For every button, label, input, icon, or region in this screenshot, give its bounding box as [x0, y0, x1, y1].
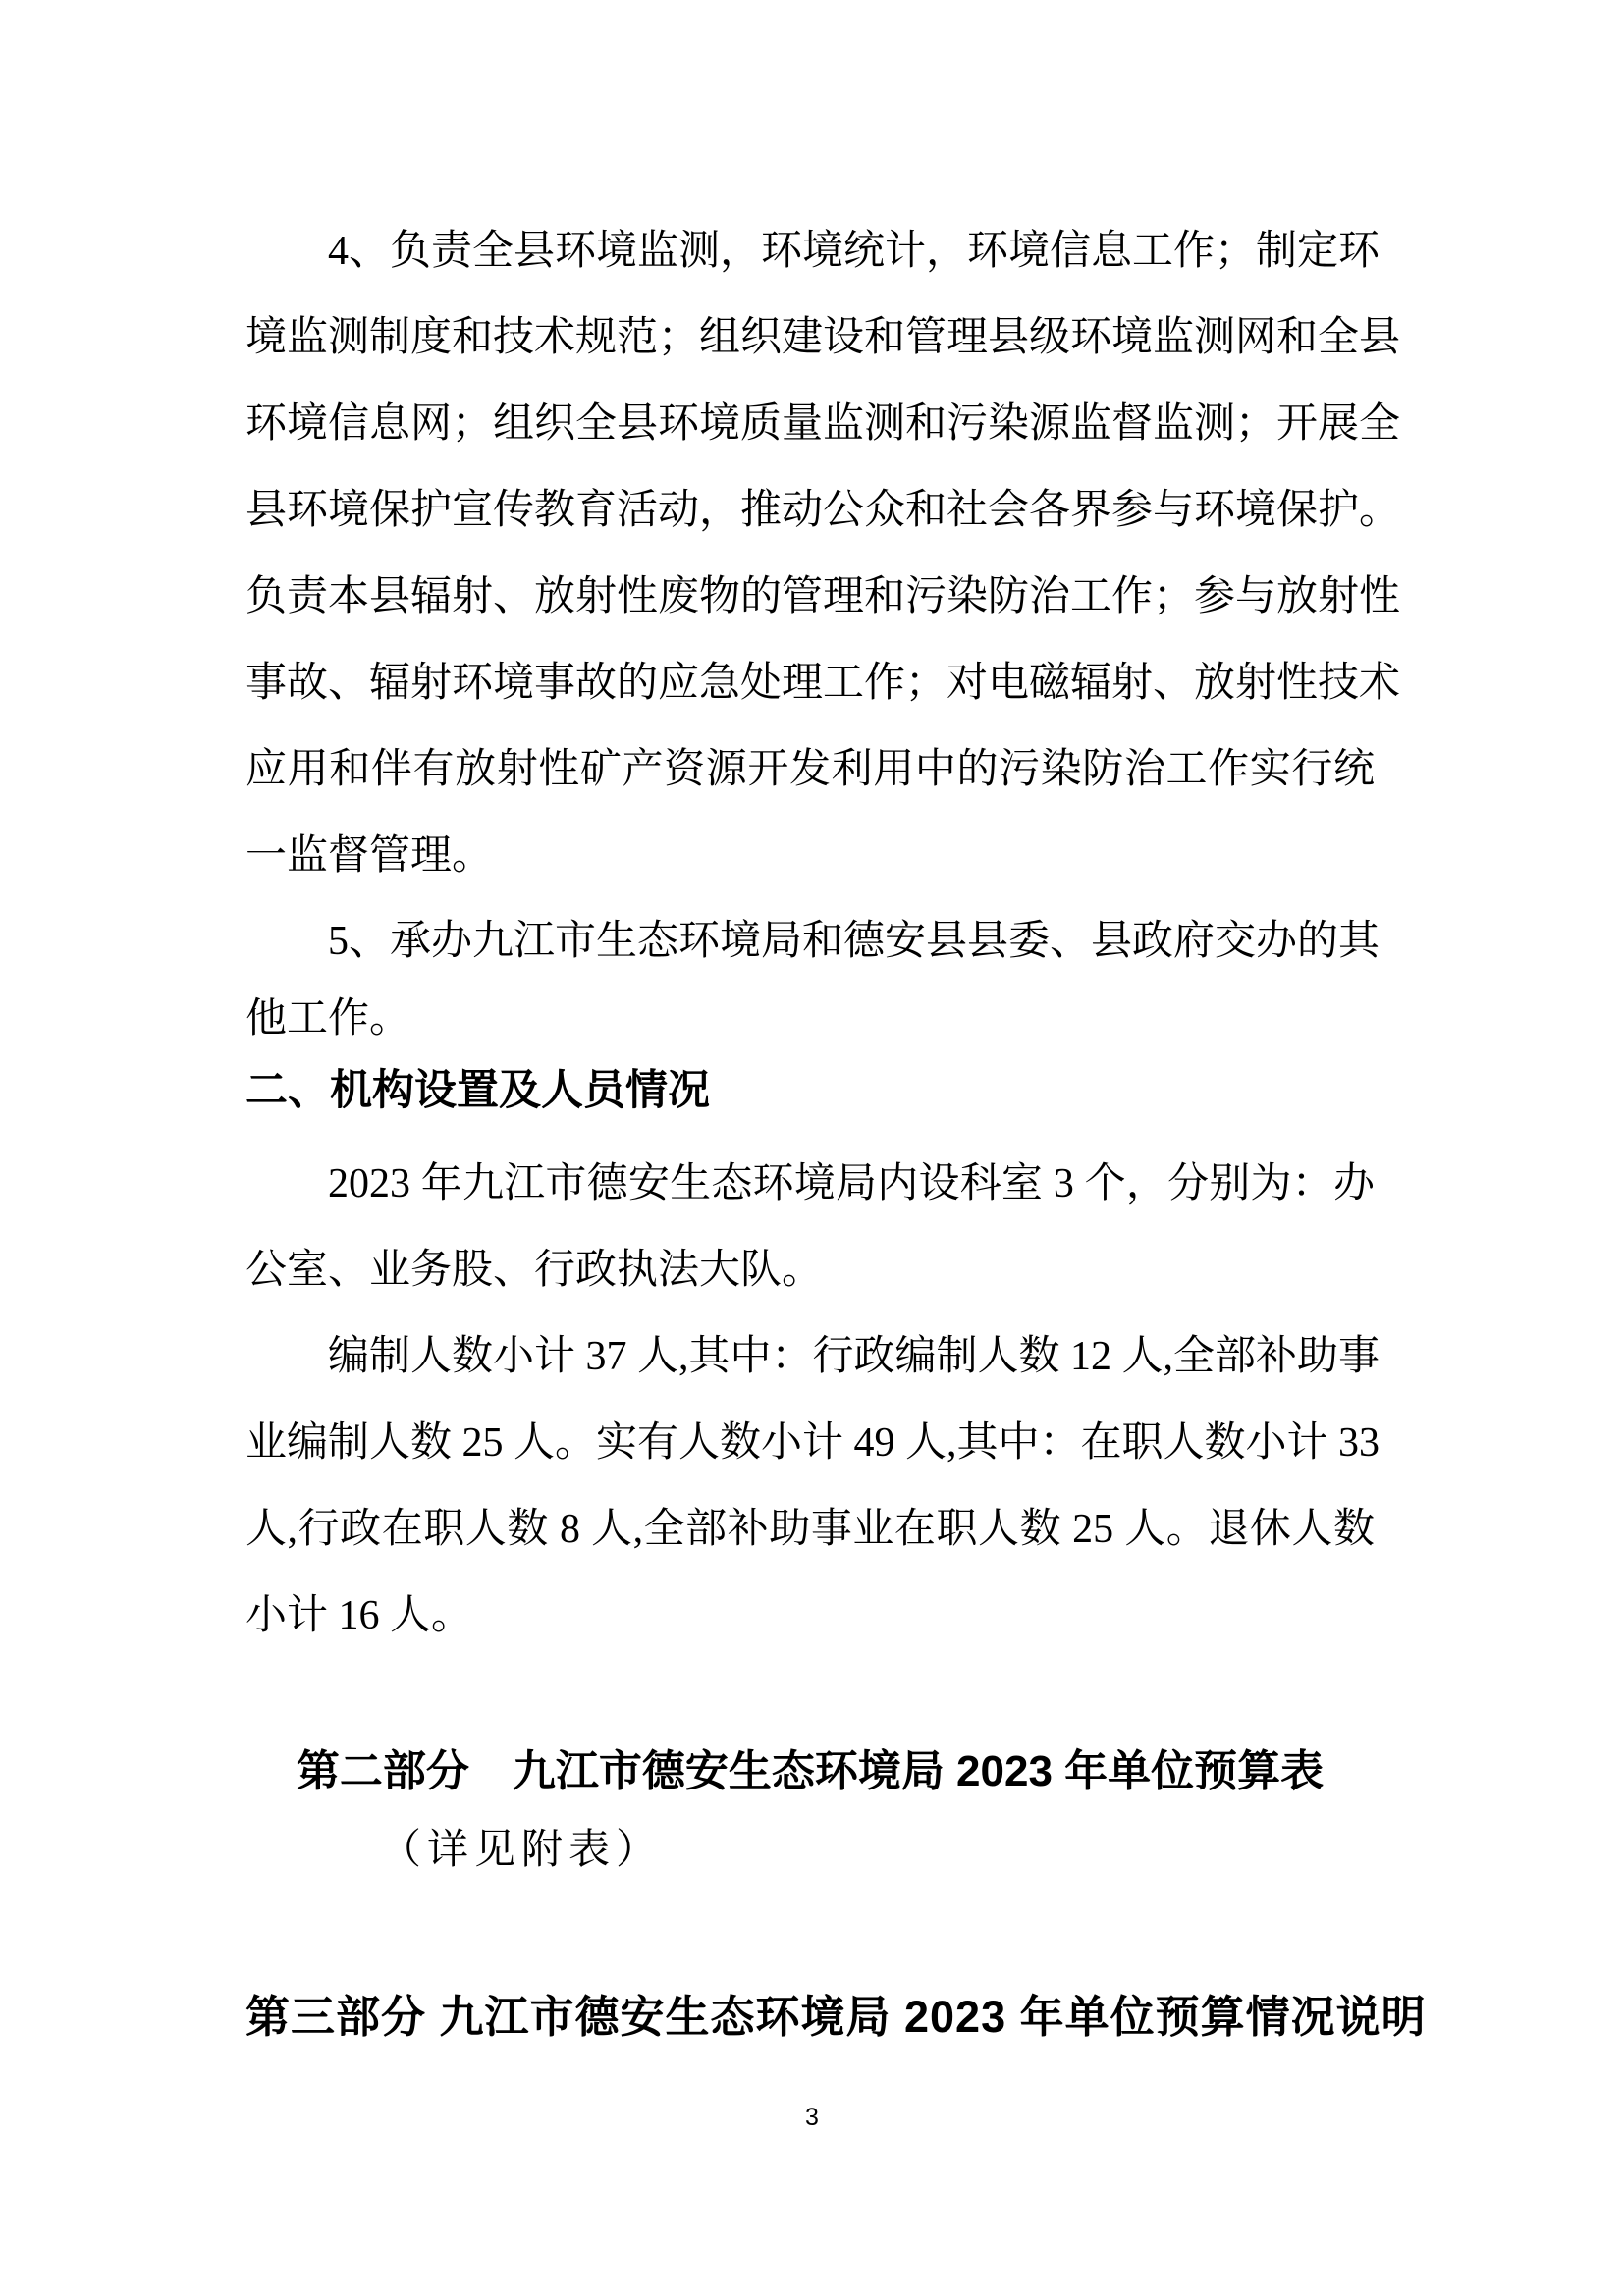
- body-line: 5、承办九江市生态环境局和德安县县委、县政府交办的其: [328, 919, 1380, 964]
- body-line: 人,行政在职人数 8 人,全部补助事业在职人数 25 人。退休人数: [245, 1507, 1375, 1552]
- body-line: 小计 16 人。: [245, 1593, 473, 1638]
- body-line: 环境信息网；组织全县环境质量监测和污染源监督监测；开展全: [245, 401, 1401, 447]
- body-line: 编制人数小计 37 人,其中：行政编制人数 12 人,全部补助事: [328, 1334, 1380, 1379]
- body-line: 2023 年九江市德安生态环境局内设科室 3 个，分别为：办: [328, 1161, 1375, 1206]
- body-line: 县环境保护宣传教育活动，推动公众和社会各界参与环境保护。: [245, 488, 1401, 533]
- attachment-note: （详见附表）: [380, 1828, 664, 1873]
- part3-heading: 第三部分 九江市德安生态环境局 2023 年单位预算情况说明: [245, 1992, 1427, 2042]
- body-line: 事故、辐射环境事故的应急处理工作；对电磁辐射、放射性技术: [245, 661, 1401, 706]
- body-line: 公室、业务股、行政执法大队。: [245, 1248, 824, 1293]
- body-line: 应用和伴有放射性矿产资源开发利用中的污染防治工作实行统: [245, 747, 1375, 792]
- page-number: 3: [805, 2104, 819, 2131]
- body-line: 境监测制度和技术规范；组织建设和管理县级环境监测网和全县: [245, 315, 1401, 360]
- body-line: 4、负责全县环境监测，环境统计，环境信息工作；制定环: [328, 229, 1380, 274]
- section-heading: 二、机构设置及人员情况: [245, 1067, 710, 1114]
- body-line: 负责本县辐射、放射性废物的管理和污染防治工作；参与放射性: [245, 574, 1401, 619]
- body-line: 业编制人数 25 人。实有人数小计 49 人,其中：在职人数小计 33: [245, 1420, 1380, 1466]
- body-line: 他工作。: [245, 996, 411, 1041]
- body-line: 一监督管理。: [245, 833, 494, 879]
- part2-heading: 第二部分 九江市德安生态环境局 2023 年单位预算表: [296, 1747, 1325, 1795]
